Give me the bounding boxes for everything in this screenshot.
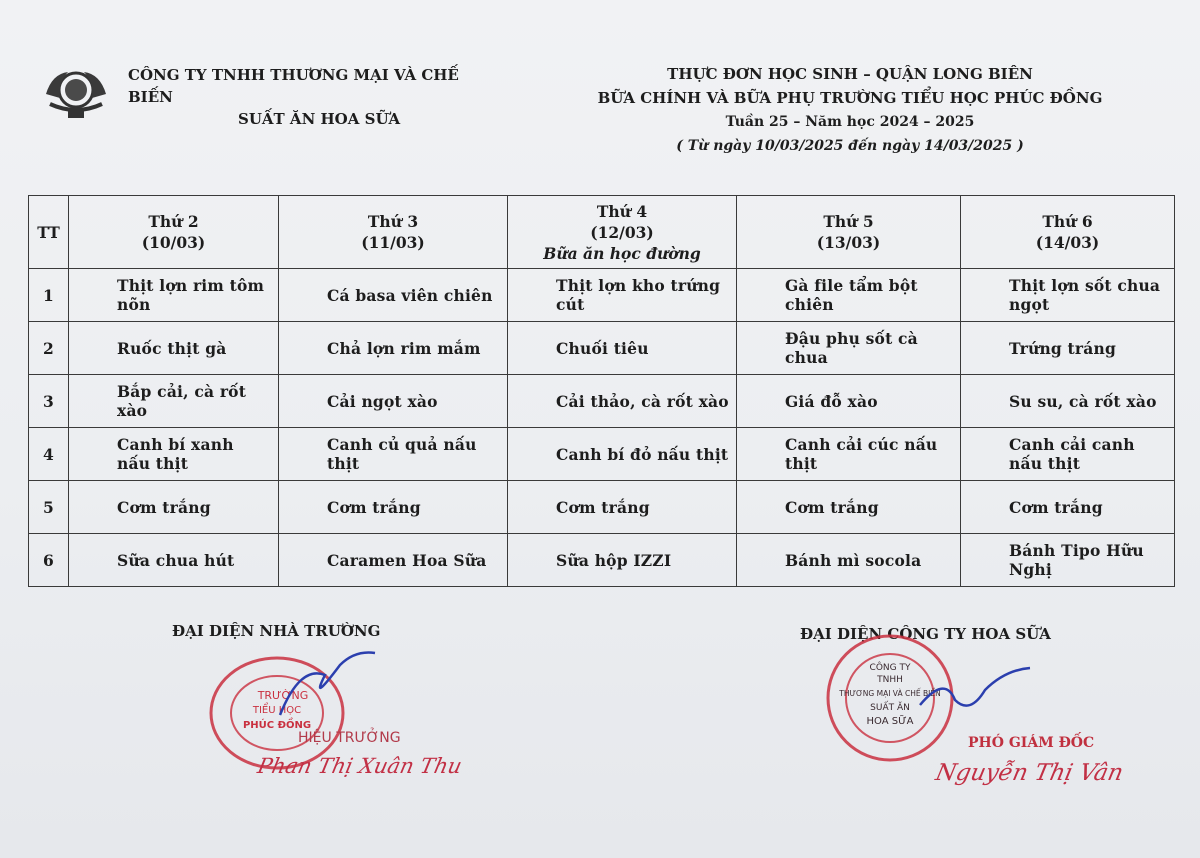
menu-cell: Chả lợn rim mắm [279, 322, 508, 375]
day-note: Bữa ăn học đường [543, 243, 701, 263]
svg-text:TRƯỜNG: TRƯỜNG [257, 689, 309, 702]
menu-cell: Ruốc thịt gà [69, 322, 279, 375]
day-name: Thứ 6 [1042, 212, 1093, 231]
row-number: 2 [29, 322, 69, 375]
company-name-line1: CÔNG TY TNHH THƯƠNG MẠI VÀ CHẾ BIẾN [128, 66, 459, 106]
vice-director-role: PHÓ GIÁM ĐỐC [968, 735, 1095, 751]
menu-cell: Gà file tẩm bột chiên [737, 269, 961, 322]
company-name-line2: SUẤT ĂN HOA SỮA [238, 110, 401, 128]
school-signature-title: ĐẠI DIỆN NHÀ TRƯỜNG [172, 622, 381, 640]
company-signature-title: ĐẠI DIỆN CÔNG TY HOA SỮA [800, 625, 1051, 643]
row-number: 3 [29, 375, 69, 428]
row-number: 6 [29, 534, 69, 587]
svg-text:THƯƠNG MẠI VÀ CHẾ BIẾN: THƯƠNG MẠI VÀ CHẾ BIẾN [839, 689, 941, 698]
menu-title-line1: THỰC ĐƠN HỌC SINH – QUẬN LONG BIÊN [667, 65, 1033, 83]
principal-signature-stroke [270, 645, 380, 725]
table-row [29, 534, 1175, 587]
menu-cell: Cá basa viên chiên [279, 269, 508, 322]
tt-header: TT [29, 196, 69, 269]
table-row [29, 375, 1175, 428]
svg-text:HOA SỮA: HOA SỮA [866, 716, 914, 727]
menu-cell: Cơm trắng [508, 481, 737, 534]
menu-cell: Bánh Tipo Hữu Nghị [961, 534, 1175, 587]
table-row [29, 428, 1175, 481]
day-header [737, 196, 961, 269]
svg-text:CÔNG TY: CÔNG TY [869, 663, 911, 673]
menu-cell: Bánh mì socola [737, 534, 961, 587]
svg-text:TIỂU HỌC: TIỂU HỌC [252, 705, 302, 716]
menu-cell: Giá đỗ xào [737, 375, 961, 428]
day-date: (12/03) [590, 222, 654, 242]
day-name: Thứ 3 [367, 212, 419, 231]
menu-cell: Cơm trắng [69, 481, 279, 534]
day-name: Thứ 2 [148, 212, 199, 231]
menu-cell: Trứng tráng [961, 322, 1175, 375]
day-name: Thứ 5 [823, 212, 874, 231]
menu-cell: Caramen Hoa Sữa [279, 534, 508, 587]
menu-cell: Cơm trắng [737, 481, 961, 534]
table-row [29, 322, 1175, 375]
svg-text:PHÚC ĐỒNG: PHÚC ĐỒNG [242, 720, 312, 731]
day-date: (13/03) [816, 233, 881, 252]
day-date: (11/03) [361, 233, 425, 252]
day-date: (14/03) [1035, 233, 1100, 252]
menu-cell: Đậu phụ sốt cà chua [737, 322, 961, 375]
menu-cell: Sữa hộp IZZI [508, 534, 737, 587]
date-range: ( Từ ngày 10/03/2025 đến ngày 14/03/2025 ) [676, 138, 1024, 154]
day-header [508, 196, 737, 269]
svg-text:TNHH: TNHH [877, 675, 903, 685]
menu-cell: Su su, cà rốt xào [961, 375, 1175, 428]
menu-cell: Thịt lợn sốt chua ngọt [961, 269, 1175, 322]
menu-cell: Sữa chua hút [69, 534, 279, 587]
vice-director-signature-stroke [915, 660, 1035, 720]
menu-cell: Canh bí đỏ nấu thịt [508, 428, 737, 481]
day-header [279, 196, 508, 269]
vice-director-name: Nguyễn Thị Vân [933, 760, 1126, 786]
school-week: Tuần 25 – Năm học 2024 – 2025 [725, 114, 975, 130]
company-logo [38, 64, 114, 124]
menu-cell: Cải ngọt xào [279, 375, 508, 428]
row-number: 1 [29, 269, 69, 322]
table-header-row [29, 196, 1175, 269]
menu-cell: Thịt lợn rim tôm nõn [69, 269, 279, 322]
menu-cell: Cơm trắng [961, 481, 1175, 534]
menu-cell: Canh củ quả nấu thịt [279, 428, 508, 481]
menu-cell: Canh cải canh nấu thịt [961, 428, 1175, 481]
principal-name: Phan Thị Xuân Thu [255, 754, 465, 778]
day-date: (10/03) [141, 233, 206, 252]
day-name: Thứ 4 [596, 201, 648, 221]
svg-text:SUẤT ĂN: SUẤT ĂN [870, 703, 910, 713]
menu-cell: Canh cải cúc nấu thịt [737, 428, 961, 481]
row-number: 4 [29, 428, 69, 481]
menu-cell: Bắp cải, cà rốt xào [69, 375, 279, 428]
menu-header [560, 62, 1140, 158]
row-number: 5 [29, 481, 69, 534]
company-name [128, 64, 508, 130]
table-row [29, 269, 1175, 322]
menu-cell: Thịt lợn kho trứng cút [508, 269, 737, 322]
table-row [29, 481, 1175, 534]
menu-cell: Cải thảo, cà rốt xào [508, 375, 737, 428]
menu-cell: Chuối tiêu [508, 322, 737, 375]
day-header [69, 196, 279, 269]
menu-title-line2: BỮA CHÍNH VÀ BỮA PHỤ TRƯỜNG TIỂU HỌC PHÚC ĐỒNG [597, 89, 1103, 107]
principal-role: HIỆU TRƯỞNG [298, 730, 401, 746]
menu-cell: Cơm trắng [279, 481, 508, 534]
menu-cell: Canh bí xanh nấu thịt [69, 428, 279, 481]
menu-table [28, 195, 1175, 587]
day-header [961, 196, 1175, 269]
